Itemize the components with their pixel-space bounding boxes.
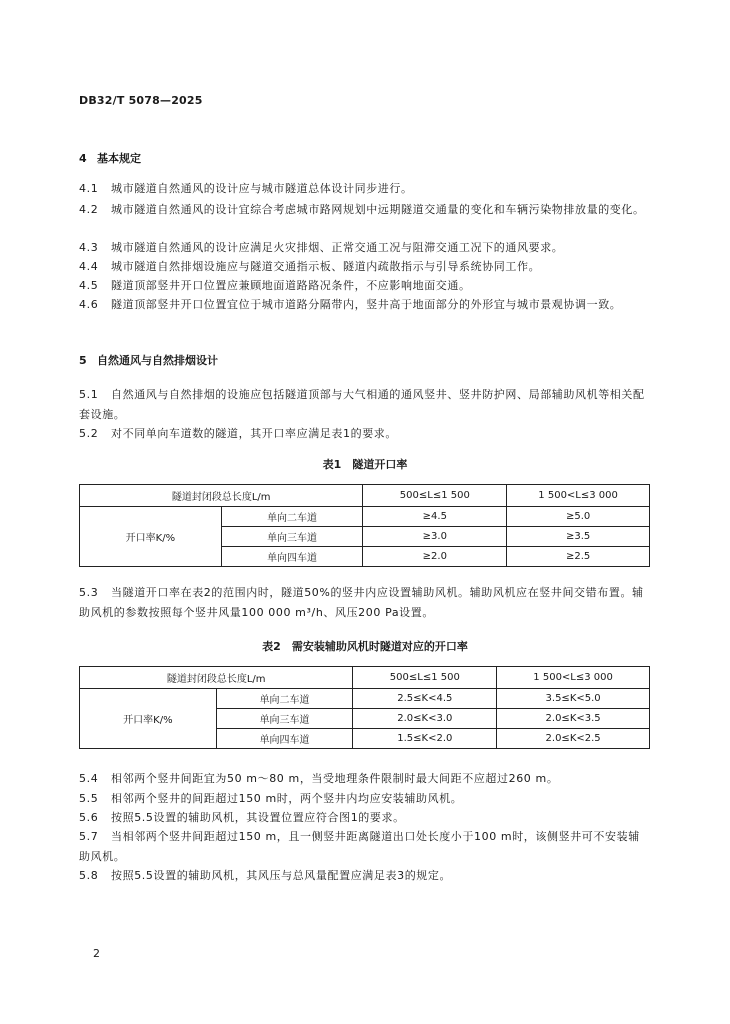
clause-5-5: 5.5 相邻两个竖井的间距超过150 m时，两个竖井内均应安装辅助风机。 — [79, 792, 463, 805]
clause-5-4: 5.4 相邻两个竖井间距宜为50 m～80 m，当受地理条件限制时最大间距不应超过260 m。 — [79, 772, 559, 785]
table-row — [80, 507, 650, 527]
row-group-label: 开口率K/% — [80, 507, 222, 567]
table-1 — [79, 484, 650, 567]
header-length-label: 隧道封闭段总长度L/m — [80, 485, 363, 507]
clause-5-1: 5.1 自然通风与自然排烟的设施应包括隧道顶部与大气相通的通风竖井、竖井防护网、局部辅助风机等相关配套设施。 — [79, 388, 645, 421]
value-cell: ≥3.5 — [507, 527, 650, 547]
value-cell: 3.5≤K<5.0 — [497, 689, 650, 709]
document-code: DB32/T 5078—2025 — [79, 94, 203, 107]
value-cell: 2.0≤K<3.5 — [497, 709, 650, 729]
table-1-caption: 表1 隧道开口率 — [322, 458, 408, 471]
header-range-2: 1 500<L≤3 000 — [507, 485, 650, 507]
section-title: 自然通风与自然排烟设计 — [97, 354, 218, 367]
header-length-label: 隧道封闭段总长度L/m — [80, 667, 353, 689]
value-cell: 2.0≤K<2.5 — [497, 729, 650, 749]
clause-4-5: 4.5 隧道顶部竖井开口位置应兼顾地面道路路况条件，不应影响地面交通。 — [79, 279, 471, 292]
lane-label: 单向二车道 — [216, 689, 353, 709]
table-header-row — [80, 667, 650, 689]
clause-5-7: 5.7 当相邻两个竖井间距超过150 m，且一侧竖井距离隧道出口处长度小于100 m时，该侧竖井可不安装辅助风机。 — [79, 830, 640, 863]
lane-label: 单向二车道 — [221, 507, 363, 527]
table-row — [80, 689, 650, 709]
table-2-caption: 表2 需安装辅助风机时隧道对应的开口率 — [262, 640, 468, 653]
value-cell: ≥2.0 — [363, 547, 507, 567]
table-2 — [79, 666, 650, 749]
clause-5-2: 5.2 对不同单向车道数的隧道，其开口率应满足表1的要求。 — [79, 427, 397, 440]
value-cell: 2.5≤K<4.5 — [353, 689, 497, 709]
value-cell: ≥2.5 — [507, 547, 650, 567]
row-group-label: 开口率K/% — [80, 689, 217, 749]
clause-4-4: 4.4 城市隧道自然排烟设施应与隧道交通指示板、隧道内疏散指示与引导系统协同工作。 — [79, 260, 541, 273]
lane-label: 单向四车道 — [221, 547, 363, 567]
clause-4-6: 4.6 隧道顶部竖井开口位置宜位于城市道路分隔带内，竖井高于地面部分的外形宜与城市景观协调一致。 — [79, 298, 622, 311]
clause-5-6: 5.6 按照5.5设置的辅助风机，其设置位置应符合图1的要求。 — [79, 811, 405, 824]
page-number: 2 — [93, 947, 100, 960]
header-range-2: 1 500<L≤3 000 — [497, 667, 650, 689]
header-range-1: 500≤L≤1 500 — [353, 667, 497, 689]
lane-label: 单向三车道 — [216, 709, 353, 729]
value-cell: ≥3.0 — [363, 527, 507, 547]
clause-5-8: 5.8 按照5.5设置的辅助风机，其风压与总风量配置应满足表3的规定。 — [79, 869, 452, 882]
section-4-heading — [79, 150, 141, 166]
lane-label: 单向三车道 — [221, 527, 363, 547]
section-number: 4 — [79, 152, 87, 165]
clause-5-3: 5.3 当隧道开口率在表2的范围内时，隧道50%的竖井内应设置辅助风机。辅助风机应在竖井间交错布置。辅助风机的参数按照每个竖井风量100 000 m³/h、风压200 Pa设置。 — [79, 586, 644, 619]
section-title: 基本规定 — [97, 152, 141, 165]
clause-4-3: 4.3 城市隧道自然通风的设计应满足火灾排烟、正常交通工况与阻滞交通工况下的通风要求。 — [79, 241, 564, 254]
value-cell: ≥4.5 — [363, 507, 507, 527]
value-cell: 1.5≤K<2.0 — [353, 729, 497, 749]
lane-label: 单向四车道 — [216, 729, 353, 749]
clause-4-1: 4.1 城市隧道自然通风的设计应与城市隧道总体设计同步进行。 — [79, 182, 413, 195]
section-5-heading — [79, 352, 218, 368]
header-range-1: 500≤L≤1 500 — [363, 485, 507, 507]
value-cell: ≥5.0 — [507, 507, 650, 527]
clause-4-2: 4.2 城市隧道自然通风的设计宜综合考虑城市路网规划中远期隧道交通量的变化和车辆污染物排放量的变化。 — [79, 203, 645, 216]
section-number: 5 — [79, 354, 87, 367]
value-cell: 2.0≤K<3.0 — [353, 709, 497, 729]
table-header-row — [80, 485, 650, 507]
